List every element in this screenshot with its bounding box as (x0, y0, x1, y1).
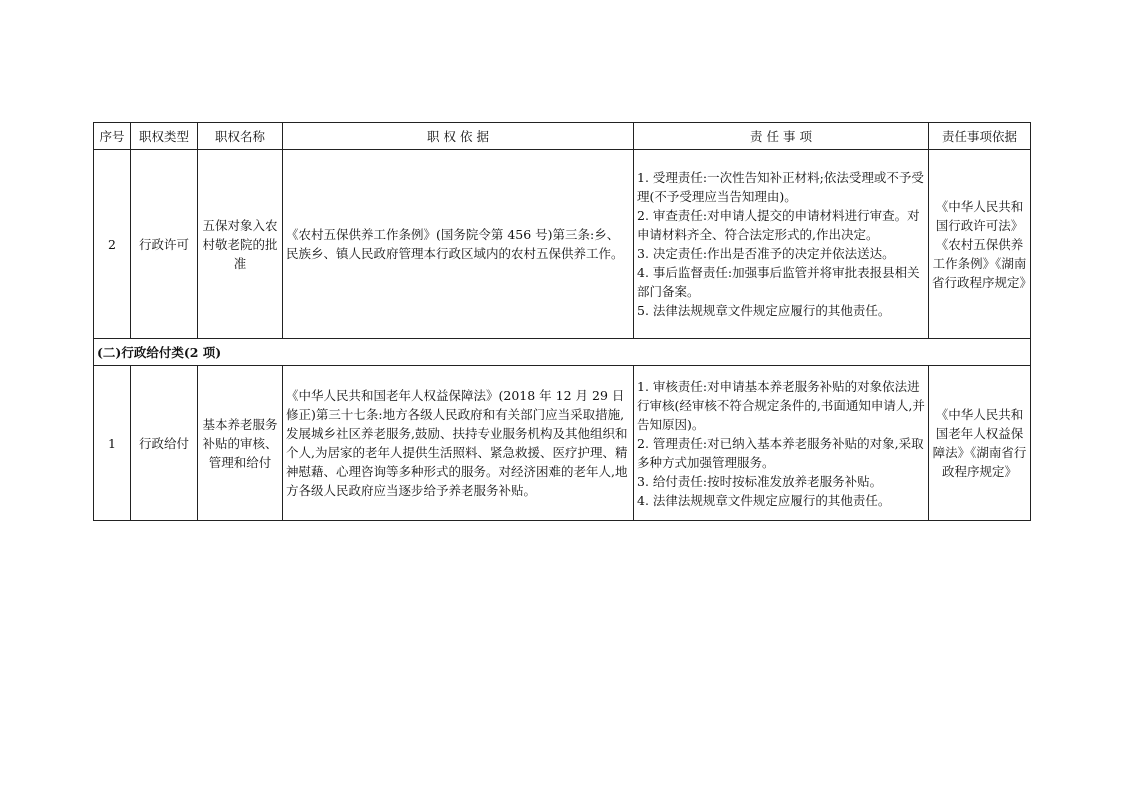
section-row (94, 339, 1031, 366)
duty-item: 4. 事后监督责任:加强事后监管并将审批表报县相关部门备案。 (637, 265, 920, 299)
duty-item: 2. 审查责任:对申请人提交的申请材料进行审查。对申请材料齐全、符合法定形式的,作出决定。 (637, 208, 920, 242)
cell-duty-basis: 《中华人民共和国行政许可法》《农村五保供养工作条例》《湖南省行政程序规定》 (929, 150, 1031, 339)
header-cell-duty-basis: 责任事项依据 (929, 123, 1031, 150)
cell-name: 基本养老服务补贴的审核、管理和给付 (198, 366, 283, 521)
header-cell-duties: 责 任 事 项 (634, 123, 929, 150)
cell-no: 2 (94, 150, 131, 339)
table-row (94, 366, 1031, 521)
cell-basis: 《中华人民共和国老年人权益保障法》(2018 年 12 月 29 日修正)第三十七条:地方各级人民政府和有关部门应当采取措施,发展城乡社区养老服务,鼓励、扶持专业服务机构及其他组织和个人,为居家的老年人提供生活照料、紧急救援、医疗护理、精神慰藉、心理咨询等多种形式的服务。对经济困难的老年人,地方各级人民政府应当逐步给予养老服务补贴。 (283, 366, 634, 521)
header-cell-name: 职权名称 (198, 123, 283, 150)
cell-no: 1 (94, 366, 131, 521)
duty-item: 5. 法律法规规章文件规定应履行的其他责任。 (637, 303, 891, 318)
cell-type: 行政许可 (131, 150, 198, 339)
header-cell-basis: 职 权 依 据 (283, 123, 634, 150)
cell-basis: 《农村五保供养工作条例》(国务院令第 456 号)第三条:乡、民族乡、镇人民政府管理本行政区域内的农村五保供养工作。 (283, 150, 634, 339)
cell-duties (634, 366, 929, 521)
header-cell-no: 序号 (94, 123, 131, 150)
duty-item: 3. 给付责任:按时按标准发放养老服务补贴。 (637, 473, 883, 489)
duty-item: 3. 决定责任:作出是否准予的决定并依法送达。 (637, 246, 895, 261)
duty-item: 1. 受理责任:一次性告知补正材料;依法受理或不予受理(不予受理应当告知理由)。 (637, 170, 924, 204)
cell-type: 行政给付 (131, 366, 198, 521)
duty-item: 1. 审核责任:对申请基本养老服务补贴的对象依法进行审核(经审核不符合规定条件的,书面通知申请人,并告知原因)。 (637, 378, 925, 432)
cell-duties (634, 150, 929, 339)
cell-duty-basis: 《中华人民共和国老年人权益保障法》《湖南省行政程序规定》 (929, 366, 1031, 521)
table-row (94, 150, 1031, 339)
header-row (94, 123, 1031, 150)
section-title: (二)行政给付类(2 项) (94, 339, 1031, 366)
cell-name: 五保对象入农村敬老院的批准 (198, 150, 283, 339)
header-cell-type: 职权类型 (131, 123, 198, 150)
duty-item: 2. 管理责任:对已纳入基本养老服务补贴的对象,采取多种方式加强管理服务。 (637, 435, 924, 470)
duty-item: 4. 法律法规规章文件规定应履行的其他责任。 (637, 492, 891, 508)
responsibility-table (93, 122, 1031, 521)
